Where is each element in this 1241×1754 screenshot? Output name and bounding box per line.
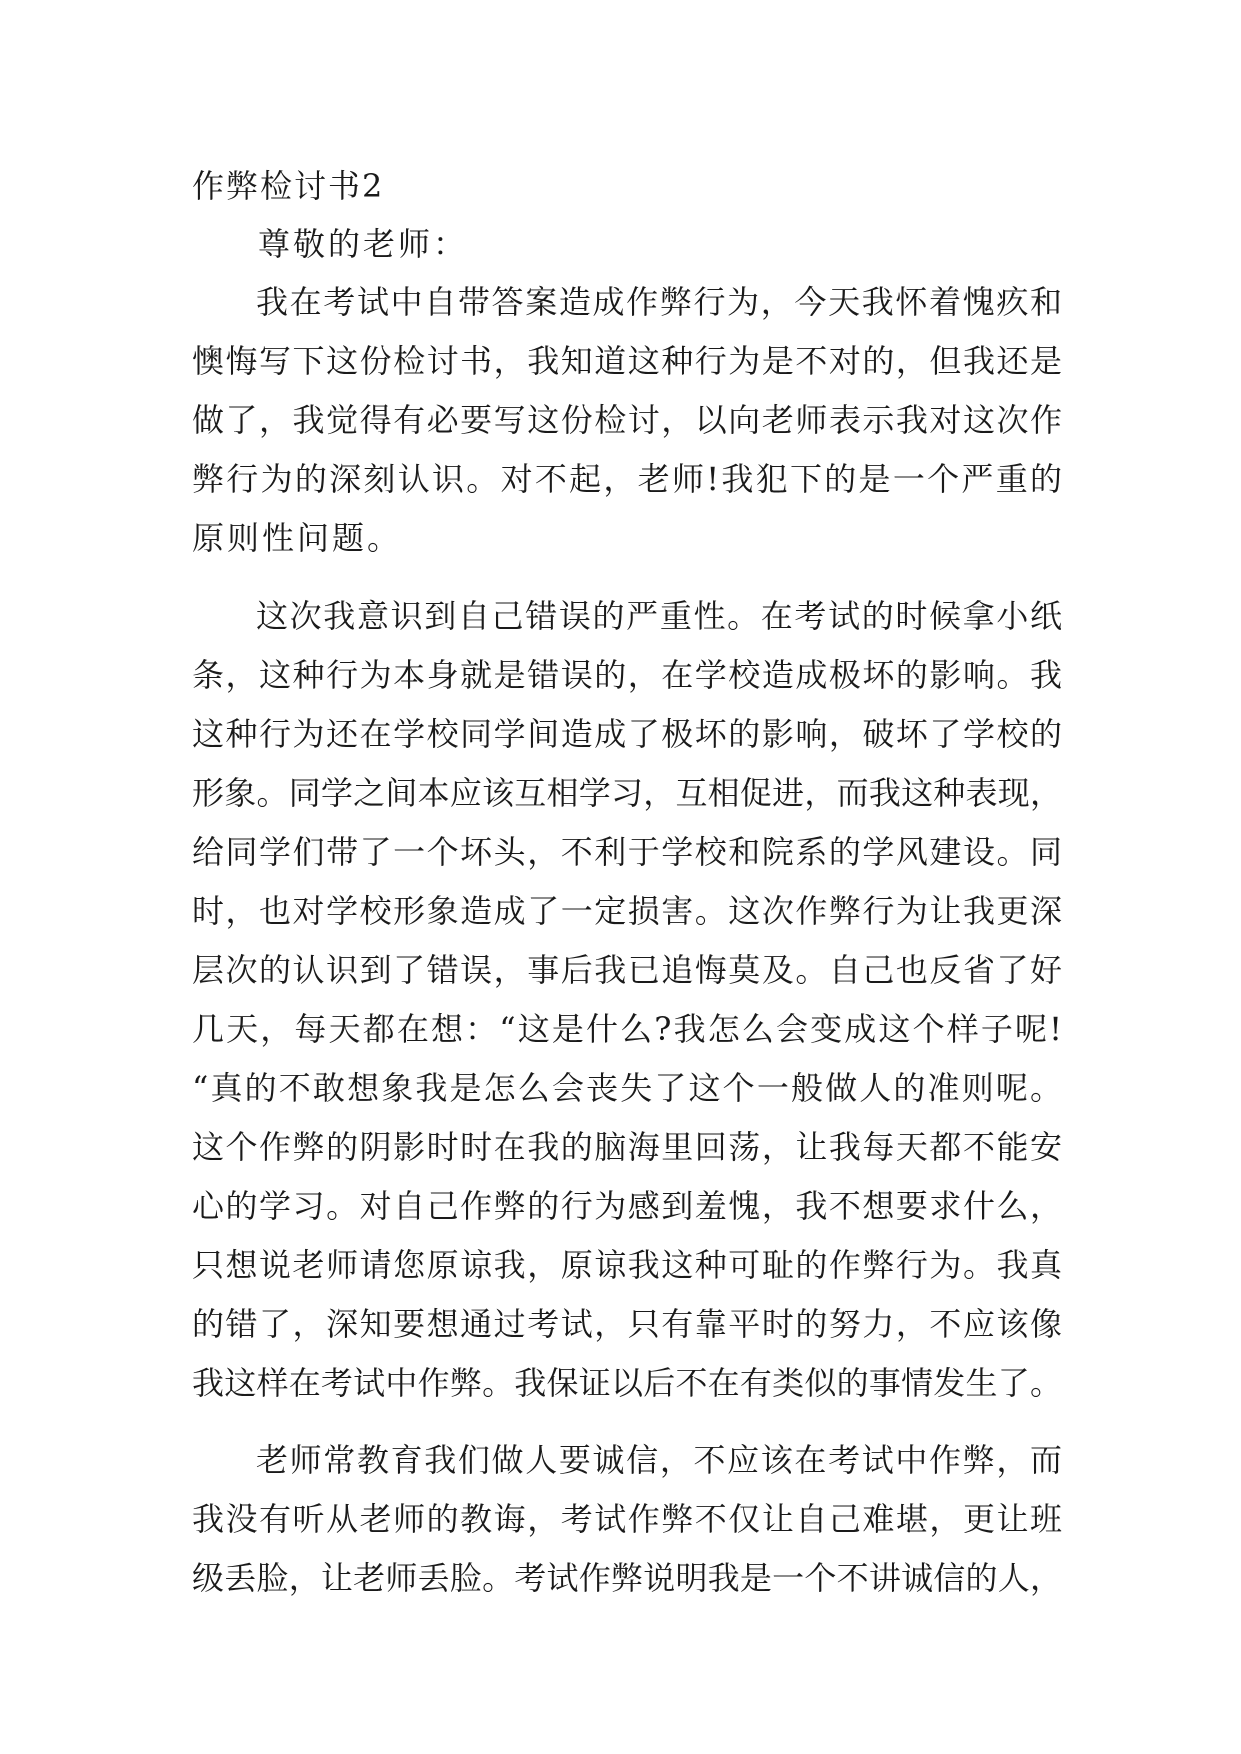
paragraph-2-line-1: 这次我意识到自己错误的严重性。在考试的时候拿小纸: [256, 597, 1062, 635]
paragraph-3-line-2: 我没有听从老师的教诲，考试作弊不仅让自己难堪，更让班: [192, 1500, 1062, 1538]
paragraph-2-line-5: 给同学们带了一个坏头，不利于学校和院系的学风建设。同: [192, 833, 1062, 871]
paragraph-2-line-3: 这种行为还在学校同学间造成了极坏的影响，破坏了学校的: [192, 715, 1062, 753]
paragraph-2-line-9: “真的不敢想象我是怎么会丧失了这个一般做人的准则呢。: [192, 1069, 1062, 1107]
paragraph-1-line-4: 弊行为的深刻认识。对不起，老师!我犯下的是一个严重的: [192, 460, 1062, 498]
paragraph-2-line-10: 这个作弊的阴影时时在我的脑海里回荡，让我每天都不能安: [192, 1128, 1062, 1166]
paragraph-1-line-3: 做了，我觉得有必要写这份检讨，以向老师表示我对这次作: [192, 401, 1062, 439]
paragraph-2-line-13: 的错了，深知要想通过考试，只有靠平时的努力，不应该像: [192, 1305, 1062, 1343]
paragraph-3-line-3: 级丢脸，让老师丢脸。考试作弊说明我是一个不讲诚信的人，: [192, 1559, 1062, 1597]
paragraph-2-line-6: 时，也对学校形象造成了一定损害。这次作弊行为让我更深: [192, 892, 1062, 930]
document-title: 作弊检讨书2: [192, 167, 385, 205]
paragraph-2-line-8: 几天，每天都在想：“这是什么?我怎么会变成这个样子呢!: [192, 1010, 1062, 1048]
salutation: 尊敬的老师：: [258, 225, 469, 263]
paragraph-2-line-12: 只想说老师请您原谅我，原谅我这种可耻的作弊行为。我真: [192, 1246, 1062, 1284]
paragraph-1-line-5: 原则性问题。: [192, 519, 403, 557]
paragraph-2-line-4: 形象。同学之间本应该互相学习，互相促进，而我这种表现，: [192, 774, 1062, 812]
paragraph-3-line-1: 老师常教育我们做人要诚信，不应该在考试中作弊，而: [256, 1441, 1062, 1479]
paragraph-2-line-11: 心的学习。对自己作弊的行为感到羞愧，我不想要求什么，: [192, 1187, 1062, 1225]
paragraph-1-line-2: 懊悔写下这份检讨书，我知道这种行为是不对的，但我还是: [192, 342, 1062, 380]
paragraph-2-line-2: 条，这种行为本身就是错误的，在学校造成极坏的影响。我: [192, 656, 1062, 694]
paragraph-2-line-14: 我这样在考试中作弊。我保证以后不在有类似的事情发生了。: [192, 1364, 1062, 1402]
paragraph-1-line-1: 我在考试中自带答案造成作弊行为，今天我怀着愧疚和: [256, 283, 1062, 321]
paragraph-2-line-7: 层次的认识到了错误，事后我已追悔莫及。自己也反省了好: [192, 951, 1062, 989]
